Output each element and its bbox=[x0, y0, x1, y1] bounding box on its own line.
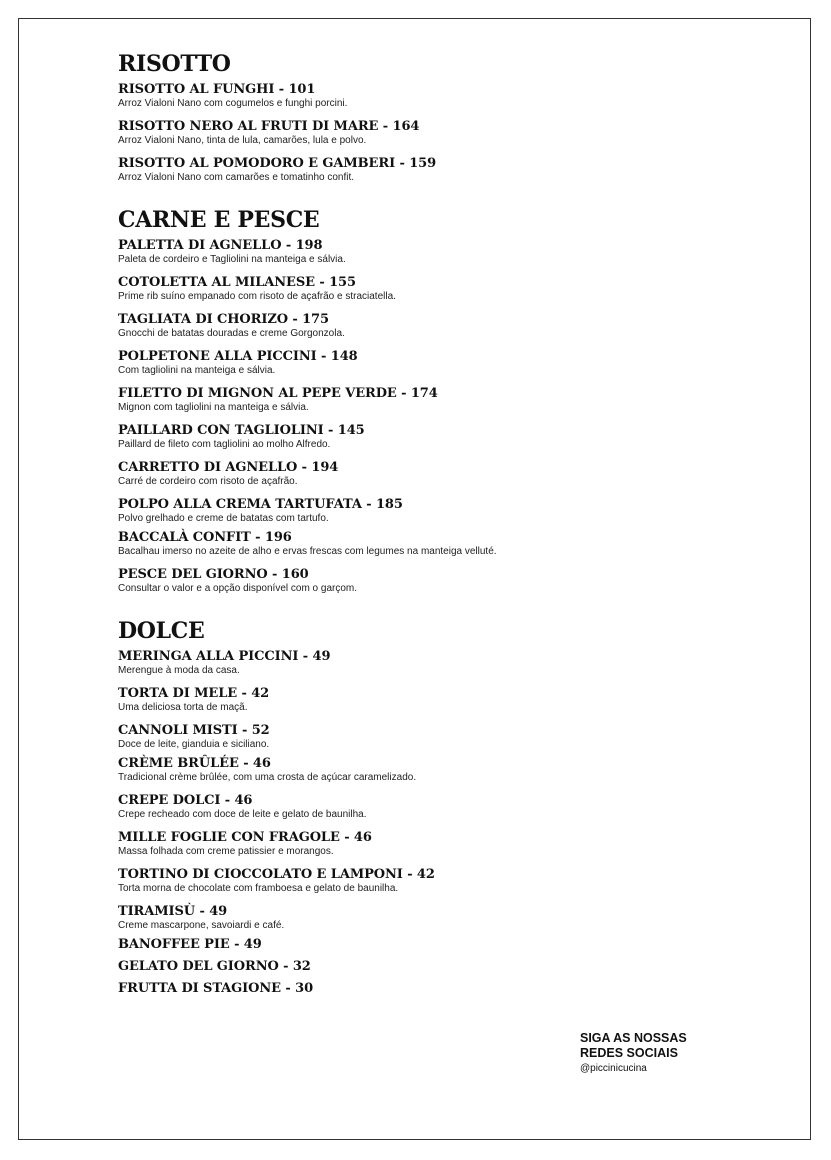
item-description: Uma deliciosa torta de maçã. bbox=[118, 702, 248, 713]
item-description: Creme mascarpone, savoiardi e café. bbox=[118, 920, 285, 931]
menu-item bbox=[118, 530, 678, 558]
menu-item bbox=[118, 830, 678, 858]
menu-item bbox=[118, 238, 678, 266]
item-title: PESCE DEL GIORNO - 160 bbox=[118, 567, 309, 582]
item-title: RISOTTO AL FUNGHI - 101 bbox=[118, 82, 316, 97]
item-description: Consultar o valor e a opção disponível com o garçom. bbox=[118, 583, 358, 594]
item-description: Crepe recheado com doce de leite e gelato de baunilha. bbox=[118, 809, 367, 820]
menu-item bbox=[118, 937, 678, 953]
item-description: Com tagliolini na manteiga e sálvia. bbox=[118, 365, 276, 376]
menu bbox=[118, 50, 678, 1019]
menu-item bbox=[118, 423, 678, 451]
menu-item bbox=[118, 756, 678, 784]
item-title: POLPO ALLA CREMA TARTUFATA - 185 bbox=[118, 497, 403, 512]
menu-item bbox=[118, 275, 678, 303]
item-title: TAGLIATA DI CHORIZO - 175 bbox=[118, 312, 329, 327]
item-description: Doce de leite, gianduia e siciliano. bbox=[118, 739, 270, 750]
menu-item bbox=[118, 82, 678, 110]
menu-item bbox=[118, 793, 678, 821]
item-title: COTOLETTA AL MILANESE - 155 bbox=[118, 275, 356, 290]
section-carne-e-pesce bbox=[118, 206, 678, 595]
menu-item bbox=[118, 156, 678, 184]
menu-item bbox=[118, 349, 678, 377]
item-title: POLPETONE ALLA PICCINI - 148 bbox=[118, 349, 358, 364]
item-title: CRÈME BRÛLÉE - 46 bbox=[118, 756, 271, 771]
item-title: MILLE FOGLIE CON FRAGOLE - 46 bbox=[118, 830, 372, 845]
section-title-risotto: RISOTTO bbox=[118, 51, 231, 77]
item-title: CANNOLI MISTI - 52 bbox=[118, 723, 270, 738]
item-description: Arroz Vialoni Nano com cogumelos e funghi porcini. bbox=[118, 98, 348, 109]
item-description: Bacalhau imerso no azeite de alho e ervas frescas com legumes na manteiga velluté. bbox=[118, 546, 497, 557]
menu-item bbox=[118, 312, 678, 340]
item-title: FILETTO DI MIGNON AL PEPE VERDE - 174 bbox=[118, 386, 438, 401]
item-description: Mignon com tagliolini na manteiga e sálvia. bbox=[118, 402, 309, 413]
item-title: MERINGA ALLA PICCINI - 49 bbox=[118, 649, 331, 664]
item-title: RISOTTO AL POMODORO E GAMBERI - 159 bbox=[118, 156, 437, 171]
menu-item bbox=[118, 723, 678, 751]
item-title: PAILLARD CON TAGLIOLINI - 145 bbox=[118, 423, 365, 438]
section-risotto bbox=[118, 50, 678, 184]
item-title: FRUTTA DI STAGIONE - 30 bbox=[118, 981, 314, 996]
section-title-dolce: DOLCE bbox=[118, 618, 205, 644]
menu-item bbox=[118, 981, 678, 997]
item-title: RISOTTO NERO AL FRUTI DI MARE - 164 bbox=[118, 119, 420, 134]
item-description: Massa folhada com creme patissier e morangos. bbox=[118, 846, 334, 857]
item-title: BANOFFEE PIE - 49 bbox=[118, 937, 262, 952]
social-block bbox=[580, 1031, 710, 1075]
section-title-carne-e-pesce: CARNE E PESCE bbox=[118, 207, 320, 233]
menu-item bbox=[118, 567, 678, 595]
item-description: Torta morna de chocolate com framboesa e gelato de baunilha. bbox=[118, 883, 399, 894]
menu-item bbox=[118, 386, 678, 414]
section-dolce bbox=[118, 617, 678, 997]
item-title: CARRETTO DI AGNELLO - 194 bbox=[118, 460, 339, 475]
item-title: TORTINO DI CIOCCOLATO E LAMPONI - 42 bbox=[118, 867, 435, 882]
item-title: TORTA DI MELE - 42 bbox=[118, 686, 270, 701]
social-title: SIGA AS NOSSAS REDES SOCIAIS bbox=[580, 1031, 687, 1060]
item-description: Arroz Vialoni Nano com camarões e tomatinho confit. bbox=[118, 172, 355, 183]
item-title: CREPE DOLCI - 46 bbox=[118, 793, 253, 808]
item-title: BACCALÀ CONFIT - 196 bbox=[118, 530, 292, 545]
item-title: PALETTA DI AGNELLO - 198 bbox=[118, 238, 323, 253]
item-description: Prime rib suíno empanado com risoto de açafrão e straciatella. bbox=[118, 291, 396, 302]
menu-item bbox=[118, 497, 678, 525]
item-description: Tradicional crème brûlée, com uma crosta de açúcar caramelizado. bbox=[118, 772, 417, 783]
item-description: Paleta de cordeiro e Tagliolini na manteiga e sálvia. bbox=[118, 254, 346, 265]
item-description: Carré de cordeiro com risoto de açafrão. bbox=[118, 476, 298, 487]
item-description: Gnocchi de batatas douradas e creme Gorgonzola. bbox=[118, 328, 345, 339]
menu-item bbox=[118, 686, 678, 714]
item-title: GELATO DEL GIORNO - 32 bbox=[118, 959, 311, 974]
item-title: TIRAMISÙ - 49 bbox=[118, 904, 228, 919]
menu-item bbox=[118, 959, 678, 975]
menu-item bbox=[118, 460, 678, 488]
item-description: Paillard de fileto com tagliolini ao molho Alfredo. bbox=[118, 439, 331, 450]
menu-item bbox=[118, 119, 678, 147]
item-description: Merengue à moda da casa. bbox=[118, 665, 240, 676]
item-description: Arroz Vialoni Nano, tinta de lula, camarões, lula e polvo. bbox=[118, 135, 367, 146]
menu-item bbox=[118, 867, 678, 895]
item-description: Polvo grelhado e creme de batatas com tartufo. bbox=[118, 513, 329, 524]
menu-item bbox=[118, 904, 678, 932]
menu-item bbox=[118, 649, 678, 677]
social-handle[interactable]: @piccinicucina bbox=[580, 1063, 647, 1074]
